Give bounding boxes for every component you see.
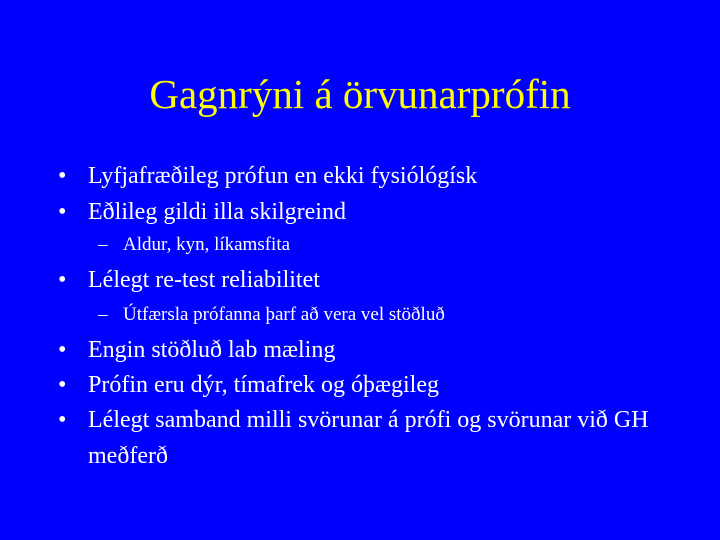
bullet-text: Prófin eru dýr, tímafrek og óþægileg [88,372,439,398]
sub-bullet-marker: – [98,234,108,255]
bullet-text: Engin stöðluð lab mæling [88,337,336,363]
bullet-marker: • [58,407,67,433]
bullet-marker: • [58,267,67,293]
bullet-marker: • [58,199,67,225]
bullet-marker: • [58,372,67,398]
slide-title: Gagnrýni á örvunarprófin [149,71,571,117]
bullet-text: Lyfjafræðileg prófun en ekki fysiólógísk [88,163,478,189]
bullet-text: Lélegt re-test reliabilitet [88,267,320,293]
bullet-text: Lélegt samband milli svörunar á prófi og svörunar við GH meðferð [88,407,649,469]
sub-bullet-text: Útfærsla prófanna þarf að vera vel stöðluð [123,304,445,325]
sub-bullet-text: Aldur, kyn, líkamsfita [123,234,291,255]
bullet-text: Eðlileg gildi illa skilgreind [88,199,346,225]
bullet-marker: • [58,163,67,189]
sub-bullet-marker: – [98,304,108,325]
bullet-marker: • [58,337,67,363]
